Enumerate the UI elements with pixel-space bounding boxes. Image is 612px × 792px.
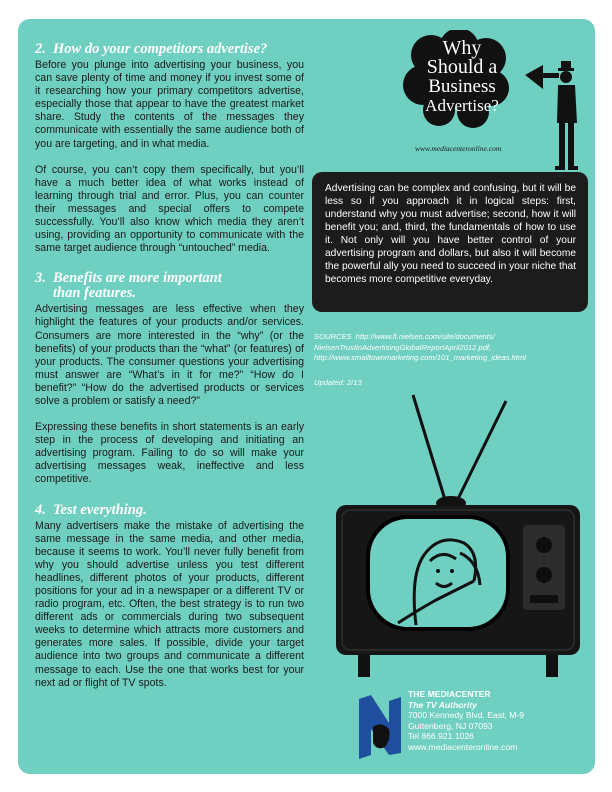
updated-date: Updated: 2/13: [314, 378, 362, 387]
section-heading: 3. Benefits are more important than features.: [35, 270, 222, 302]
mediacenter-logo-icon: [355, 693, 405, 761]
paragraph: Of course, you can’t copy them specifically, but you’ll have a much better idea of what works instead of learning through trial and error. Plus, you can counter their messages and special offers to compete successfully. You’ll also know which media they aren’t using, providing an opportunity to communicate with the same target audience through “untouched” media.: [35, 163, 304, 255]
cloud-title: Why Should a Business Advertise?: [425, 37, 499, 115]
sources: SOURCES http://www.fi.nielsen.com/site/documents/ NielsenTrustinAdvertisingGlobalReportApril2012.pdf, http://www.smalltownmarketing.com/101_marketing_ideas.html: [314, 332, 526, 362]
flyer-page: [18, 19, 595, 774]
article-column: [35, 42, 304, 690]
paragraph: Many advertisers make the mistake of advertising the same message in the same media, and other media, because it seems to work. You’ll never fully benefit from why you should advertise unless you test different headlines, different photos of your products, different positions for your ad in a newspaper or a different TV or radio program, etc. Often, the best strategy is to run two different ads or commercials during two subsequent weeks to determine which attracts more customers and generates more sales. If possible, divide your target audience into two groups and communicate a different message to each. Use the one that works best for your next ad or flight of TV spots.: [35, 519, 304, 689]
website-text: www.mediacenteronline.com: [415, 144, 502, 153]
contact-block: THE MEDIACENTER The TV Authority 7000 Kennedy Blvd. East, M-9 Guttenberg, NJ 07093 Tel 866.921.1026 www.mediacenteronline.com: [408, 689, 525, 752]
section-heading: 4. Test everything.: [35, 501, 147, 518]
section-heading: 2. How do your competitors advertise?: [35, 41, 268, 57]
paragraph: Expressing these benefits in short statements is an early step in the process of developing and initiating an advertising program. Failing to do so will make your advertising messages weak, ineffective and less competitive.: [35, 421, 304, 486]
paragraph: Advertising messages are less effective when they highlight the features of your products and/or services. Consumers are more interested in the “why” (or the benefits) of your products than the “what” (or features) of your products. The consumer questions your advertising must answer are “What’s in it for me?” “How do I benefit?” “How do the advertised products or services solve a problem or satisfy a need?”: [35, 303, 304, 407]
callout-box: Advertising can be complex and confusing, but it will be less so if you approach it in logical steps: first, understand why you must advertise; second, how it will benefit you; and, third, the fundamentals of how to use it. Not only will you have better control of your advertising program and dollars, but also it will become the powerful ally you need to succeed in your niche that becomes more competitive everyday.: [312, 172, 588, 312]
paragraph: Before you plunge into advertising your business, you can save plenty of time and money if you invest some of it researching how your primary competitors advertise, especially those that appear to have the greatest market share. Study the contents of the messages they communicate with essentially the same audience both of you are targeting, and in what media.: [35, 59, 304, 150]
megaphone-man-icon: [523, 61, 578, 171]
retro-tv-illustration-icon: [328, 385, 586, 685]
